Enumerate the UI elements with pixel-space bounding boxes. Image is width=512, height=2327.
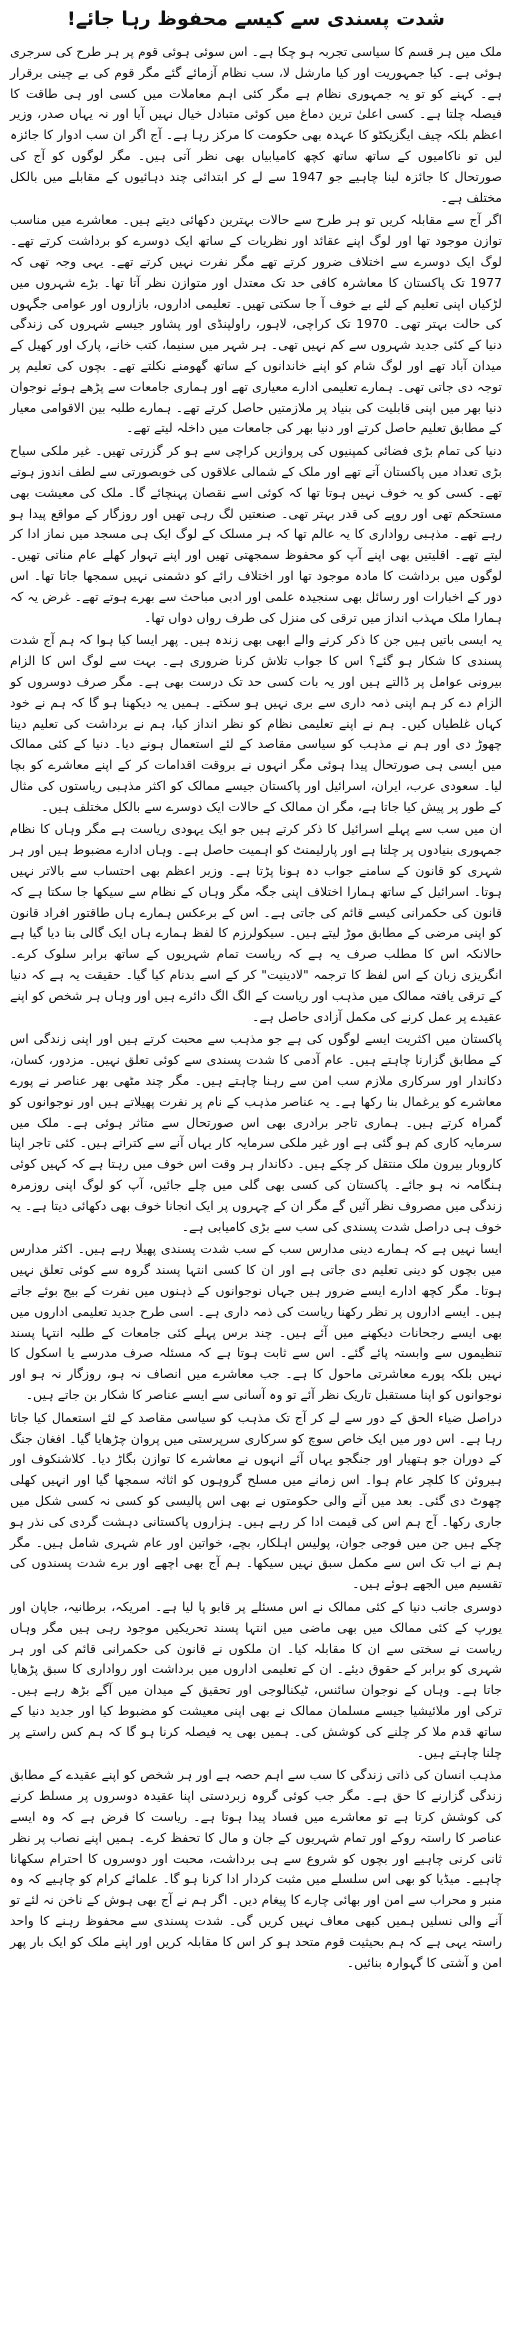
article-paragraph: دراصل ضیاء الحق کے دور سے لے کر آج تک مذہب کو سیاسی مقاصد کے لئے استعمال کیا جاتا رہا ہے۔ اس دور میں ایک خاص سوچ کو سرکاری سرپرستی میں پروان چڑھایا گیا۔ افغان جنگ کے دوران جو ہتھیار اور جنگجو یہاں آئے انہوں نے معاشرے کا توازن بگاڑ دیا۔ کلاشنکوف اور ہیروئن کا کلچر عام ہوا۔ اس زمانے میں مسلح گروہوں کو اثاثہ سمجھا گیا اور انہیں کھلی چھوٹ دی گئی۔ بعد میں آنے والی حکومتوں نے بھی اس پالیسی کو کسی نہ کسی شکل میں جاری رکھا۔ آج ہم اس کی قیمت ادا کر رہے ہیں۔ ہزاروں پاکستانی دہشت گردی کی نذر ہو چکے ہیں جن میں فوجی جوان، پولیس اہلکار، بچے، خواتین اور عام شہری شامل ہیں۔ مگر ہم نے اب تک اس سے مکمل سبق نہیں سیکھا۔ ہم آج بھی اچھے اور برے شدت پسندوں کی تقسیم میں الجھے ہوئے ہیں۔ [10,1409,502,1592]
article-paragraph: ایسا نہیں ہے کہ ہمارے دینی مدارس سب کے سب شدت پسندی پھیلا رہے ہیں۔ اکثر مدارس میں بچوں کو دینی تعلیم دی جاتی ہے اور ان کا کسی انتہا پسند گروہ سے کوئی تعلق نہیں ہوتا۔ مگر کچھ ادارے ایسے ضرور ہیں جہاں نوجوانوں کے ذہنوں میں نفرت کے بیج بوئے جاتے ہیں۔ ایسے اداروں پر نظر رکھنا ریاست کی ذمہ داری ہے۔ اسی طرح جدید تعلیمی اداروں میں بھی ایسے رجحانات دیکھنے میں آئے ہیں۔ چند برس پہلے کئی جامعات کے طلبہ انتہا پسند تنظیموں سے وابستہ پائے گئے۔ اس سے ثابت ہوتا ہے کہ مسئلہ صرف مدرسے یا اسکول کا نہیں بلکہ پورے معاشرتی ماحول کا ہے۔ جب معاشرے میں انصاف نہ ہو، روزگار نہ ہو اور نوجوانوں کو اپنا مستقبل تاریک نظر آئے تو وہ آسانی سے ایسے عناصر کا شکار بن جاتے ہیں۔ [10,1241,502,1402]
article-paragraph: ان میں سب سے پہلے اسرائیل کا ذکر کرتے ہیں جو ایک یہودی ریاست ہے مگر وہاں کا نظام جمہوری بنیادوں پر چلتا ہے اور پارلیمنٹ کو اہمیت حاصل ہے۔ وہاں ادارے مضبوط ہیں اور ہر شہری کو قانون کے سامنے جواب دہ ہونا پڑتا ہے۔ وزیر اعظم بھی احتساب سے بالاتر نہیں ہوتا۔ اسرائیل کے ساتھ ہمارا اختلاف اپنی جگہ مگر وہاں کے نظام سے سیکھا جا سکتا ہے کہ قانون کی حکمرانی کیسے قائم کی جاتی ہے۔ اس کے برعکس ہمارے ہاں طاقتور افراد قانون کو اپنی مرضی کے مطابق موڑ لیتے ہیں۔ سیکولرزم کا لفظ ہمارے ہاں ایک گالی بنا دیا گیا ہے حالانکہ اس کا مطلب صرف یہ ہے کہ ریاست تمام شہریوں کے ساتھ برابر سلوک کرے۔ انگریزی زبان کے اس لفظ کا ترجمہ "لادینیت" کر کے اسے بدنام کیا گیا۔ حقیقت یہ ہے کہ دنیا کے ترقی یافتہ ممالک میں مذہب اور ریاست کے الگ الگ دائرے ہیں اور وہاں ہر شخص کو اپنے عقیدے پر عمل کرنے کی مکمل آزادی حاصل ہے۔ [10,821,502,1024]
article-paragraph: اگر آج سے مقابلہ کریں تو ہر طرح سے حالات بہترین دکھائی دیتے ہیں۔ معاشرے میں مناسب توازن موجود تھا اور لوگ اپنے عقائد اور نظریات کے ساتھ ایک دوسرے کو برداشت کرتے تھے۔ لوگ ایک دوسرے سے اختلاف ضرور کرتے تھے مگر نفرت نہیں کرتے تھے۔ یہی وجہ تھی کہ 1977 تک پاکستان کا معاشرہ کافی حد تک معتدل اور متوازن نظر آتا تھا۔ بڑے شہروں میں لڑکیاں اپنی تعلیم کے لئے بے خوف آ جا سکتی تھیں۔ تعلیمی اداروں، بازاروں اور عوامی جگہوں کی حالت بہتر تھی۔ 1970 تک کراچی، لاہور، راولپنڈی اور پشاور جیسے شہروں کی زندگی دنیا کے کئی جدید شہروں سے کم نہیں تھی۔ ہر شہر میں سنیما، کتب خانے، پارک اور کھیل کے میدان آباد تھے اور لوگ شام کو اپنے خاندانوں کے ساتھ گھومنے نکلتے تھے۔ بچوں کی تعلیم پر توجہ دی جاتی تھی۔ ہمارے تعلیمی ادارے معیاری تھے اور ہماری جامعات سے پڑھے ہوئے نوجوان دنیا بھر میں اپنی قابلیت کی بنیاد پر ملازمتیں حاصل کرتے تھے۔ ہمارے طلبہ بین الاقوامی معیار کے مطابق تعلیم حاصل کرتے اور دنیا بھر کی جامعات میں داخلہ لیتے تھے۔ [10,212,502,436]
article-paragraph: دنیا کی تمام بڑی فضائی کمپنیوں کی پروازیں کراچی سے ہو کر گزرتی تھیں۔ غیر ملکی سیاح بڑی تعداد میں پاکستان آتے تھے اور ملک کے شمالی علاقوں کی خوبصورتی سے لطف اندوز ہوتے تھے۔ کسی کو یہ خوف نہیں ہوتا تھا کہ کوئی اسے نقصان پہنچائے گا۔ ملک کی معیشت بھی مستحکم تھی اور روپے کی قدر بہتر تھی۔ صنعتیں لگ رہی تھیں اور روزگار کے مواقع پیدا ہو رہے تھے۔ مذہبی رواداری کا یہ عالم تھا کہ ہر مسلک کے لوگ ایک ہی مسجد میں نماز ادا کر لیتے تھے۔ اقلیتیں بھی اپنے آپ کو محفوظ سمجھتی تھیں اور اپنے تہوار کھلے عام مناتی تھیں۔ لوگوں میں برداشت کا مادہ موجود تھا اور اختلاف رائے کو دشمنی نہیں سمجھا جاتا تھا۔ اس دور کے اخبارات اور رسائل بھی سنجیدہ علمی اور ادبی مباحث سے بھرے ہوتے تھے۔ غرض یہ کہ ہمارا ملک مہذب انداز میں ترقی کی منزل کی طرف رواں دواں تھا۔ [10,443,502,625]
article-headline: شدت پسندی سے کیسے محفوظ رہا جائے! [67,8,445,30]
article-paragraph: مذہب انسان کی ذاتی زندگی کا سب سے اہم حصہ ہے اور ہر شخص کو اپنے عقیدے کے مطابق زندگی گزارنے کا حق ہے۔ مگر جب کوئی گروہ زبردستی اپنا عقیدہ دوسروں پر مسلط کرنے کی کوشش کرتا ہے تو معاشرے میں فساد پیدا ہوتا ہے۔ ریاست کا فرض ہے کہ وہ ایسے عناصر کا راستہ روکے اور تمام شہریوں کے جان و مال کا تحفظ کرے۔ ہمیں اپنے نصاب پر نظر ثانی کرنی چاہیے اور بچوں کو شروع سے ہی برداشت، محبت اور دوسروں کا احترام سکھانا چاہیے۔ میڈیا کو بھی اس سلسلے میں مثبت کردار ادا کرنا ہو گا۔ علمائے کرام کو چاہیے کہ وہ منبر و محراب سے امن اور بھائی چارے کا پیغام دیں۔ اگر ہم نے آج بھی ہوش کے ناخن نہ لئے تو آنے والی نسلیں ہمیں کبھی معاف نہیں کریں گی۔ شدت پسندی سے محفوظ رہنے کا واحد راستہ یہی ہے کہ ہم بحیثیت قوم متحد ہو کر اس کا مقابلہ کریں اور اپنے ملک کو ایک بار پھر امن و آشتی کا گہوارہ بنائیں۔ [10,1767,502,1970]
article-paragraph: پاکستان میں اکثریت ایسے لوگوں کی ہے جو مذہب سے محبت کرتے ہیں اور اپنی زندگی اس کے مطابق گزارنا چاہتے ہیں۔ عام آدمی کا شدت پسندی سے کوئی تعلق نہیں۔ مزدور، کسان، دکاندار اور سرکاری ملازم سب امن سے رہنا چاہتے ہیں۔ مگر چند مٹھی بھر عناصر نے پورے معاشرے کو یرغمال بنا رکھا ہے۔ یہ عناصر مذہب کے نام پر نفرت پھیلاتے ہیں اور نوجوانوں کو گمراہ کرتے ہیں۔ ہماری تاجر برادری بھی اس صورتحال سے متاثر ہوئی ہے۔ ملک میں سرمایہ کاری کم ہو گئی ہے اور غیر ملکی سرمایہ کار یہاں آنے سے کتراتے ہیں۔ کئی تاجر اپنا کاروبار بیرون ملک منتقل کر چکے ہیں۔ دکاندار ہر وقت اس خوف میں رہتا ہے کہ کہیں کوئی ہنگامہ نہ ہو جائے۔ پاکستان کی کسی بھی گلی میں چلے جائیں، آپ کو لوگ اپنی روزمرہ زندگی میں مصروف نظر آئیں گے مگر ان کے چہروں پر ایک انجانا خوف بھی دکھائی دیتا ہے۔ یہ خوف ہی دراصل شدت پسندی کی سب سے بڑی کامیابی ہے۔ [10,1031,502,1234]
article-paragraph: دوسری جانب دنیا کے کئی ممالک نے اس مسئلے پر قابو پا لیا ہے۔ امریکہ، برطانیہ، جاپان اور یورپ کے کئی ممالک میں بھی ماضی میں انتہا پسند تحریکیں موجود رہی ہیں مگر وہاں ریاست نے سختی سے ان کا مقابلہ کیا۔ ان ملکوں نے قانون کی حکمرانی قائم کی اور ہر شہری کو برابر کے حقوق دیئے۔ ان کے تعلیمی اداروں میں برداشت اور رواداری کا سبق پڑھایا جاتا ہے۔ وہاں کے نوجوان سائنس، ٹیکنالوجی اور تحقیق کے میدان میں آگے بڑھ رہے ہیں۔ ترکی اور ملائیشیا جیسے مسلمان ممالک نے بھی اپنی معیشت کو مضبوط کیا اور جدید دنیا کے ساتھ قدم ملا کر چلنے کی کوشش کی۔ ہمیں بھی یہ فیصلہ کرنا ہو گا کہ ہم کس راستے پر چلنا چاہتے ہیں۔ [10,1598,502,1760]
article-body [10,42,502,1973]
article-paragraph: ملک میں ہر قسم کا سیاسی تجربہ ہو چکا ہے۔ اس سوئی ہوئی قوم پر ہر طرح کی سرجری ہوئی ہے۔ کیا جمہوریت اور کیا مارشل لا، سب نظام آزمائے گئے مگر قوم کی بے چینی برقرار ہے۔ کہنے کو تو یہ جمہوری نظام ہے مگر کئی اہم معاملات میں کسی اور ہی طاقت کا فیصلہ چلتا ہے۔ کسی اعلیٰ ترین دماغ میں کوئی متبادل خیال نہیں آیا اور نہ یہاں صدر، وزیر اعظم بلکہ چیف ایگزیکٹو کا عہدہ بھی حکومت کا مرکز رہا ہے۔ آج اگر ان سب ادوار کا جائزہ لیں تو ناکامیوں کے ساتھ ساتھ کچھ کامیابیاں بھی نظر آتی ہیں۔ مگر لوگوں کو آج کی صورتحال کا جائزہ لینا چاہیے جو 1947 سے لے کر ابتدائی چند دہائیوں کے مقابلے میں بالکل مختلف ہے۔ [10,44,503,205]
article-paragraph: یہ ایسی باتیں ہیں جن کا ذکر کرنے والے ابھی بھی زندہ ہیں۔ پھر ایسا کیا ہوا کہ ہم آج شدت پسندی کا شکار ہو گئے؟ اس کا جواب تلاش کرنا ضروری ہے۔ بہت سے لوگ اس کا الزام بیرونی عوامل پر ڈالتے ہیں اور یہ بات کسی حد تک درست بھی ہے۔ مگر صرف دوسروں کو الزام دے کر ہم اپنی ذمہ داری سے بری نہیں ہو سکتے۔ ہمیں یہ دیکھنا ہو گا کہ ہم نے خود کہاں غلطیاں کیں۔ ہم نے اپنے تعلیمی نظام کو نظر انداز کیا، ہم نے برداشت کی تعلیم دینا چھوڑ دی اور ہم نے مذہب کو سیاسی مقاصد کے لئے استعمال ہونے دیا۔ دنیا کے کئی ممالک میں ایسی ہی صورتحال پیدا ہوئی مگر انہوں نے بروقت اقدامات کر کے اپنے معاشرے کو بچا لیا۔ سعودی عرب، ایران، اسرائیل اور پاکستان جیسے ممالک کو اکثر مذہبی ریاستوں کی مثال کے طور پر پیش کیا جاتا ہے، مگر ان ممالک کے حالات ایک دوسرے سے بالکل مختلف ہیں۔ [10,632,502,814]
